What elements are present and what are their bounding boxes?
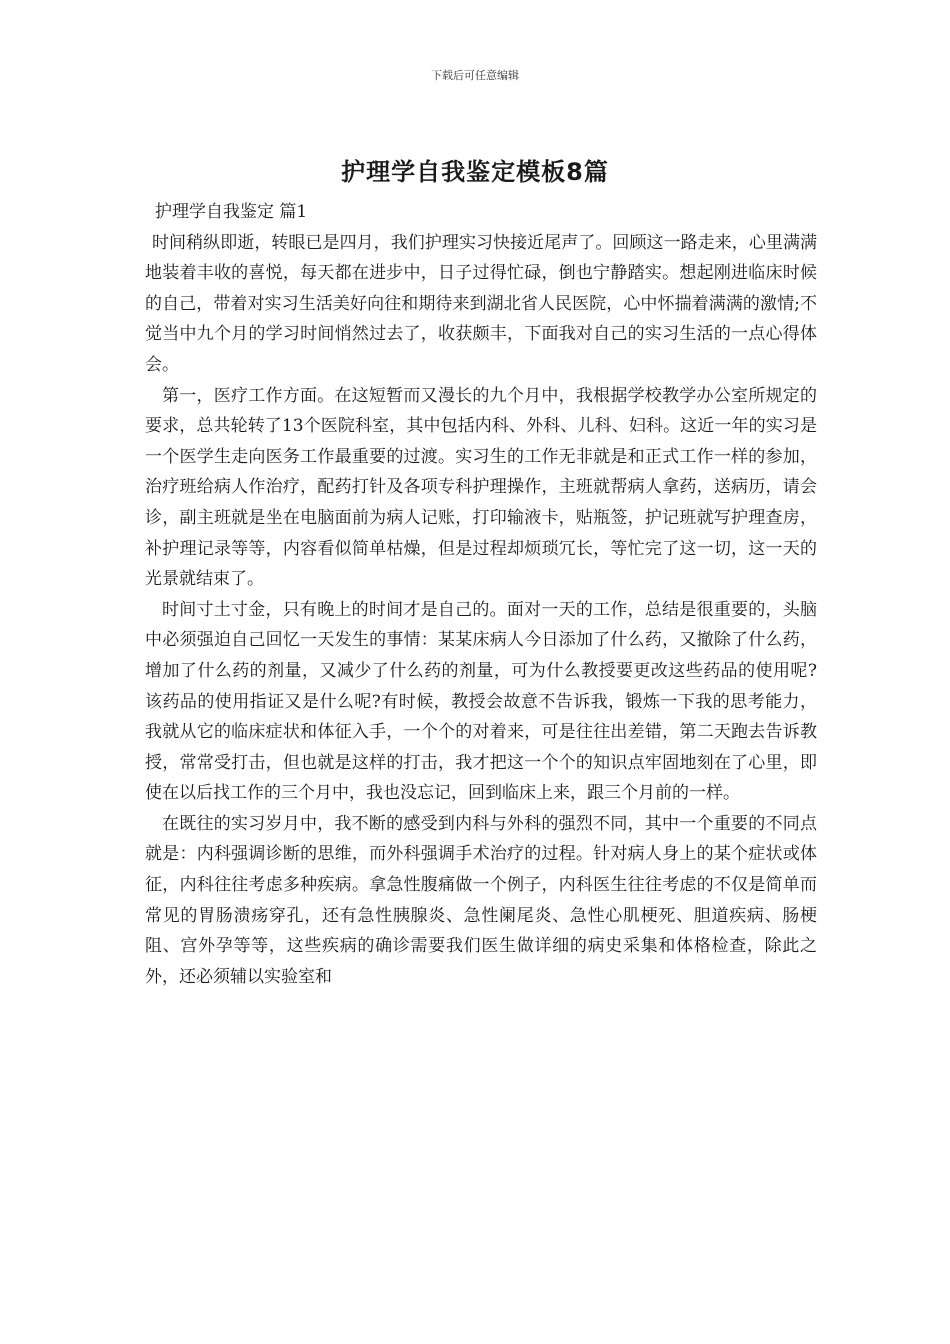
paragraph-3: 时间寸土寸金，只有晚上的时间才是自己的。面对一天的工作，总结是很重要的，头脑中必须强迫自己回忆一天发生的事情：某某床病人今日添加了什么药，又撤除了什么药，增加了什么药的剂量，又减少了什么药的剂量，可为什么教授要更改这些药品的使用呢?该药品的使用指证又是什么呢?有时候，教授会故意不告诉我，锻炼一下我的思考能力，我就从它的临床症状和体征入手，一个个的对着来，可是往往出差错，第二天跑去告诉教授，常常受打击，但也就是这样的打击，我才把这一个个的知识点牢固地刻在了心里，即使在以后找工作的三个月中，我也没忘记，回到临床上来，跟三个月前的一样。 [145, 599, 817, 804]
section-heading: 护理学自我鉴定 篇1 [155, 202, 308, 222]
header-note: 下载后可任意编辑 [431, 69, 519, 82]
paragraph-2: 第一，医疗工作方面。在这短暂而又漫长的九个月中，我根据学校教学办公室所规定的要求，总共轮转了13个医院科室，其中包括内科、外科、儿科、妇科。这近一年的实习是一个医学生走向医务工作最重要的过渡。实习生的工作无非就是和正式工作一样的参加，治疗班给病人作治疗，配药打针及各项专科护理操作，主班就帮病人拿药，送病历，请会诊，副主班就是坐在电脑面前为病人记账，打印输液卡，贴瓶签，护记班就写护理查房，补护理记录等等，内容看似简单枯燥，但是过程却烦琐冗长，等忙完了这一切，这一天的光景就结束了。 [145, 385, 817, 590]
document-body [145, 197, 817, 992]
page-title: 护理学自我鉴定模板8篇 [341, 158, 609, 186]
paragraph-1: 时间稍纵即逝，转眼已是四月，我们护理实习快接近尾声了。回顾这一路走来，心里满满地装着丰收的喜悦，每天都在进步中，日子过得忙碌，倒也宁静踏实。想起刚进临床时候的自己，带着对实习生活美好向往和期待来到湖北省人民医院，心中怀揣着满满的激情;不觉当中九个月的学习时间悄然过去了，收获颇丰，下面我对自己的实习生活的一点心得体会。 [145, 232, 817, 375]
paragraph-4: 在既往的实习岁月中，我不断的感受到内科与外科的强烈不同，其中一个重要的不同点就是：内科强调诊断的思维，而外科强调手术治疗的过程。针对病人身上的某个症状或体征，内科往往考虑多种疾病。拿急性腹痛做一个例子，内科医生往往考虑的不仅是简单而常见的胃肠溃疡穿孔，还有急性胰腺炎、急性阑尾炎、急性心肌梗死、胆道疾病、肠梗阻、宫外孕等等，这些疾病的确诊需要我们医生做详细的病史采集和体格检查，除此之外，还必须辅以实验室和 [145, 813, 817, 987]
